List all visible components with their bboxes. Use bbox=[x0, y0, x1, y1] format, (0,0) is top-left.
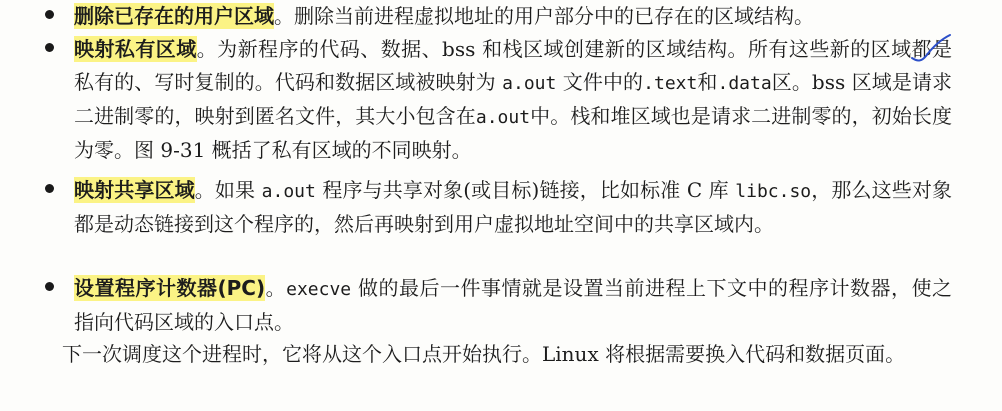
closing-text: 下一次调度这个进程时，它将从这个入口点开始执行。Linux 将根据需要换入代码和数据页面。 bbox=[62, 342, 906, 366]
code-execve: execve bbox=[286, 279, 352, 300]
bullet-icon bbox=[45, 43, 54, 52]
code-aout: a.out bbox=[475, 107, 531, 128]
code-aout: a.out bbox=[261, 181, 316, 202]
item-text: 映射私有区域。为新程序的代码、数据、bss 和栈区域创建新的区域结构。所有这些新的区域都是私有的、写时复制的。代码和数据区域被映射为 a.out 文件中的.text和.data区。bss 区域是请求二进制零的，映射到匿名文件，其大小包含在a.out中。栈和堆区域也是请求二进制零的，初始长度为零。图 9-31 概括了私有区域的不同映射。 bbox=[74, 37, 953, 162]
list-item-set-pc bbox=[52, 272, 952, 339]
code-text: .text bbox=[643, 73, 698, 94]
code-aout: a.out bbox=[502, 73, 557, 94]
code-libc: libc.so bbox=[735, 181, 812, 202]
highlighted-term: 映射共享区域 bbox=[74, 178, 195, 202]
list-item-delete-regions bbox=[52, 0, 952, 33]
item-text: 删除已存在的用户区域。删除当前进程虚拟地址的用户部分中的已存在的区域结构。 bbox=[74, 4, 814, 28]
highlighted-term: 删除已存在的用户区域 bbox=[74, 4, 274, 28]
item-text: 设置程序计数器(PC)。execve 做的最后一件事情就是设置当前进程上下文中的程序计数器，使之指向代码区域的入口点。 bbox=[74, 276, 953, 334]
closing-paragraph bbox=[8, 338, 948, 371]
item-text: 映射共享区域。如果 a.out 程序与共享对象(或目标)链接，比如标准 C 库 libc.so，那么这些对象都是动态链接到这个程序的，然后再映射到用户虚拟地址空间中的共享区域内。 bbox=[74, 178, 953, 236]
bullet-icon bbox=[45, 10, 54, 19]
list-item-map-shared bbox=[52, 174, 952, 241]
list-item-map-private bbox=[52, 33, 952, 167]
bullet-icon bbox=[45, 184, 54, 193]
highlighted-term: 设置程序计数器(PC) bbox=[74, 276, 266, 300]
bullet-icon bbox=[45, 282, 54, 291]
code-data: .data bbox=[717, 73, 772, 94]
highlighted-term: 映射私有区域 bbox=[74, 37, 197, 61]
